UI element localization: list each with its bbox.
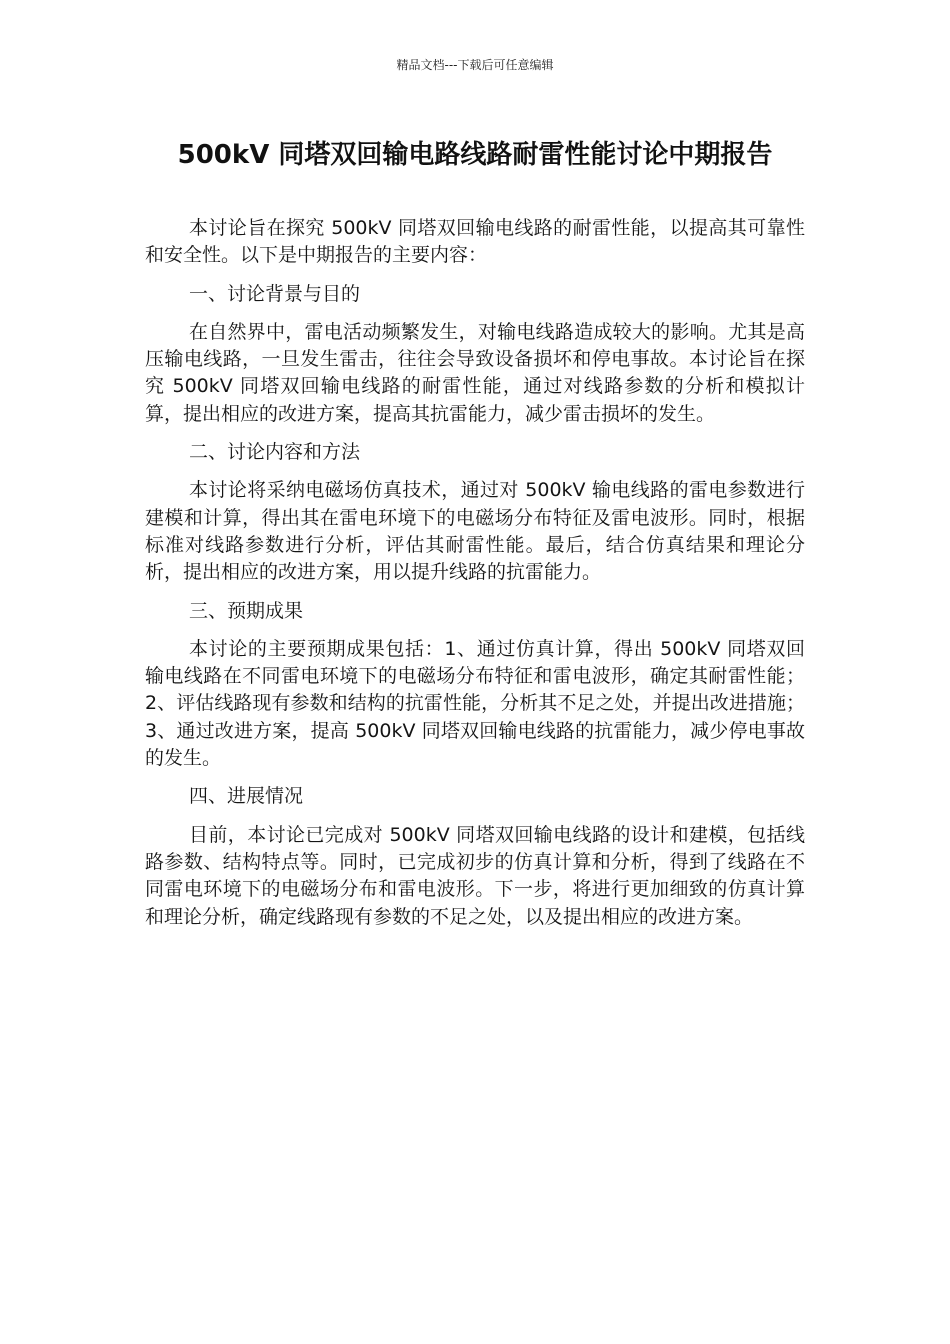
page-header-watermark: 精品文档---下载后可任意编辑 bbox=[396, 58, 554, 72]
section-body-methods: 本讨论将采纳电磁场仿真技术，通过对 500kV 输电线路的雷电参数进行建模和计算，得出其在雷电环境下的电磁场分布特征及雷电波形。同时，根据标准对线路参数进行分析，评估其耐雷性能。最后，结合仿真结果和理论分析，提出相应的改进方案，用以提升线路的抗雷能力。 bbox=[145, 479, 805, 584]
section-body-background: 在自然界中，雷电活动频繁发生，对输电线路造成较大的影响。尤其是高压输电线路，一旦发生雷击，往往会导致设备损坏和停电事故。本讨论旨在探究 500kV 同塔双回输电线路的耐雷性能，通过对线路参数的分析和模拟计算，提出相应的改进方案，提高其抗雷能力，减少雷击损坏的发生。 bbox=[145, 320, 805, 425]
section-heading-expected-results: 三、预期成果 bbox=[189, 599, 304, 622]
document-body bbox=[145, 215, 805, 942]
section-heading-methods: 二、讨论内容和方法 bbox=[189, 441, 361, 464]
section-body-progress: 目前，本讨论已完成对 500kV 同塔双回输电线路的设计和建模，包括线路参数、结构特点等。同时，已完成初步的仿真计算和分析，得到了线路在不同雷电环境下的电磁场分布和雷电波形。下一步，将进行更加细致的仿真计算和理论分析，确定线路现有参数的不足之处，以及提出相应的改进方案。 bbox=[145, 823, 805, 928]
section-heading-progress: 四、进展情况 bbox=[189, 785, 304, 808]
section-body-expected-results: 本讨论的主要预期成果包括：1、通过仿真计算，得出 500kV 同塔双回输电线路在不同雷电环境下的电磁场分布特征和雷电波形，确定其耐雷性能；2、评估线路现有参数和结构的抗雷性能，分析其不足之处，并提出改进措施；3、通过改进方案，提高 500kV 同塔双回输电线路的抗雷能力，减少停电事故的发生。 bbox=[145, 637, 805, 770]
document-title: 500kV 同塔双回输电路线路耐雷性能讨论中期报告 bbox=[177, 140, 773, 170]
intro-paragraph: 本讨论旨在探究 500kV 同塔双回输电线路的耐雷性能，以提高其可靠性和安全性。以下是中期报告的主要内容： bbox=[145, 217, 805, 267]
section-heading-background: 一、讨论背景与目的 bbox=[189, 282, 361, 305]
